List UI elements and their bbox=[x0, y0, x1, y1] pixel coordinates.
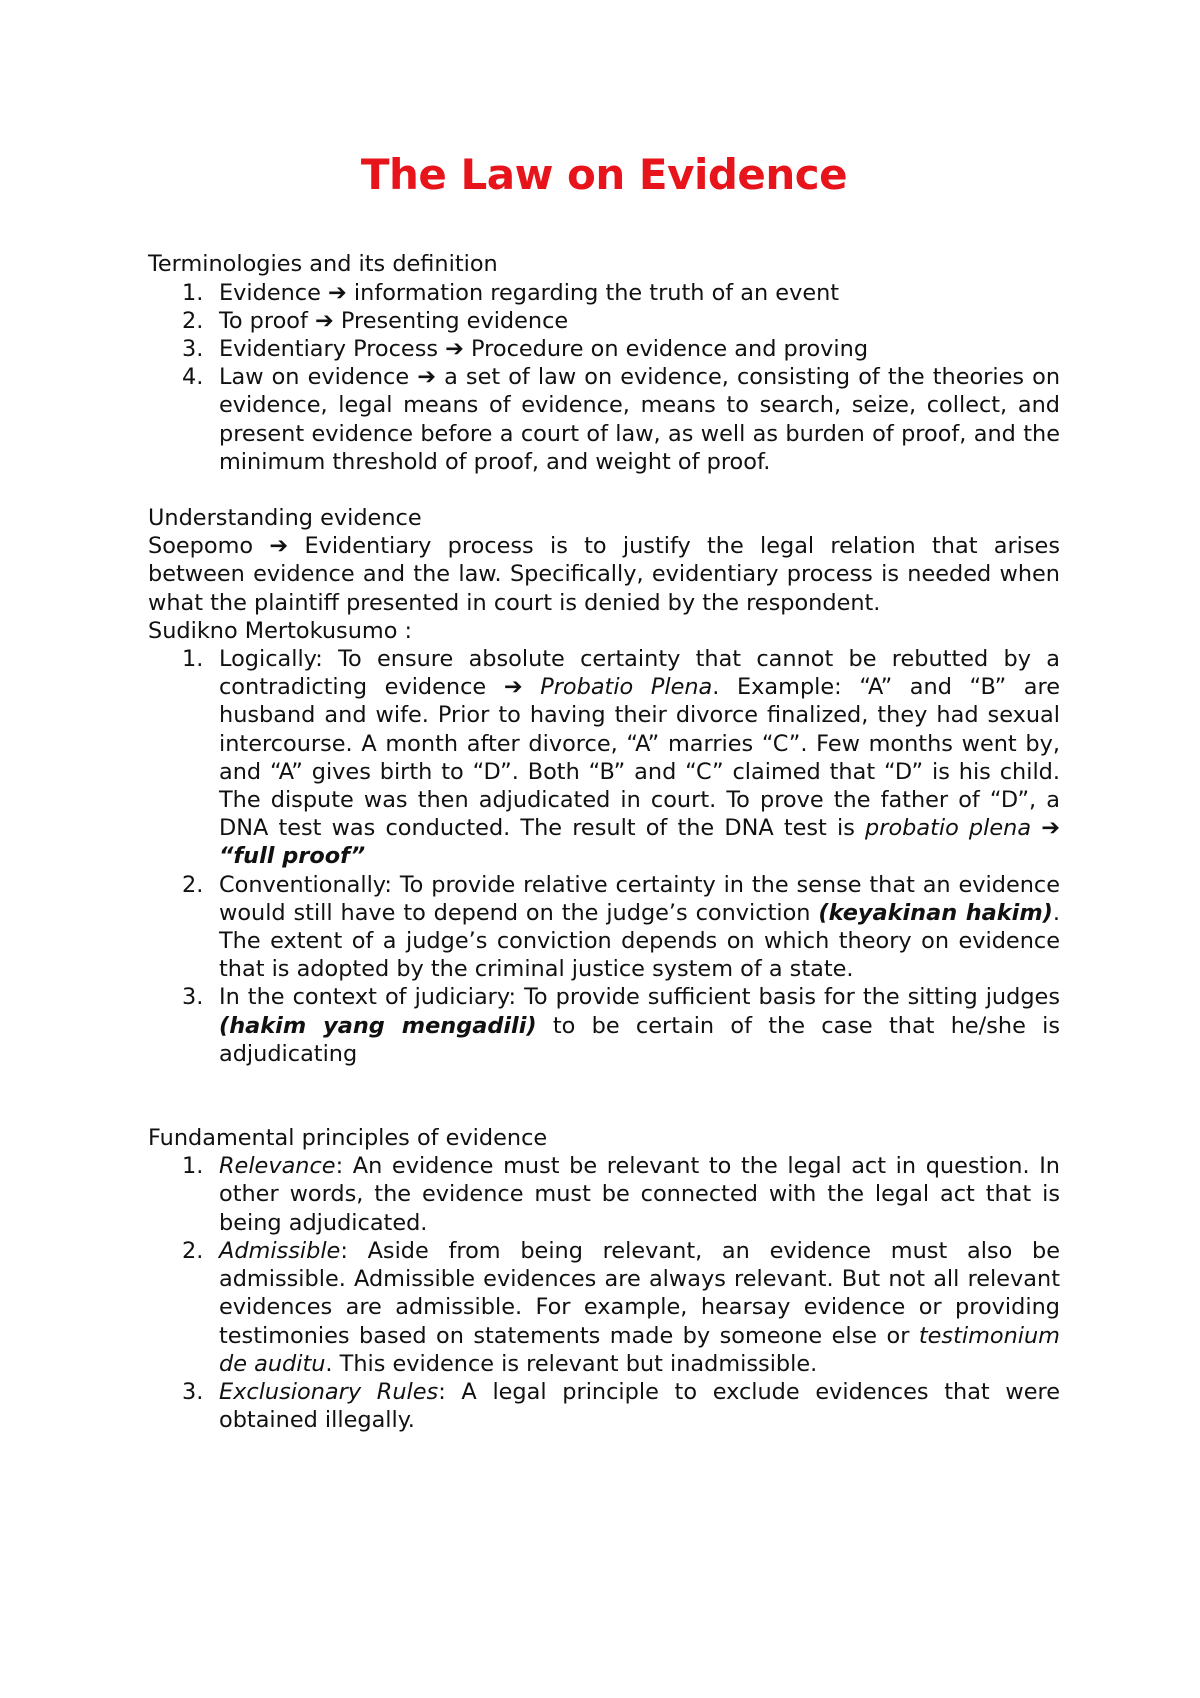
list-number: 3. bbox=[182, 1378, 204, 1405]
list-number: 3. bbox=[182, 336, 204, 362]
italic-bold-term: “full proof” bbox=[219, 843, 366, 870]
list-item bbox=[148, 645, 1060, 871]
document-page bbox=[148, 150, 1060, 1434]
arrow-icon: ➔ bbox=[445, 336, 464, 362]
arrow-icon: ➔ bbox=[503, 674, 523, 701]
term: To proof bbox=[219, 307, 308, 334]
section-terminologies bbox=[148, 250, 1060, 476]
list-item bbox=[148, 983, 1060, 1068]
item-text: In the context of judiciary: To provide sufficient basis for the sitting judges bbox=[219, 984, 1060, 1011]
italic-term: Exclusionary Rules bbox=[219, 1378, 439, 1405]
italic-term: probatio plena bbox=[865, 815, 1032, 842]
list-item bbox=[148, 1237, 1060, 1378]
item-text: . The extent of a judge’s conviction depends on which theory on evidence that is adopted by the criminal justice system of a state. bbox=[219, 899, 1061, 983]
item-text: : Aside from being relevant, an evidence must also be admissible. Admissible evidences are always relevant. But not all relevant evidences are admissible. For example, hearsay evidence or providing testimonies based on statements made by someone else or bbox=[219, 1237, 1060, 1349]
list-item bbox=[148, 279, 1060, 307]
italic-bold-term: (keyakinan hakim) bbox=[818, 899, 1053, 926]
arrow-icon: ➔ bbox=[417, 364, 436, 391]
term: Evidentiary Process bbox=[219, 336, 439, 362]
author-name: Soepomo bbox=[148, 533, 254, 560]
italic-term: Admissible bbox=[219, 1237, 341, 1264]
definition: a set of law on evidence, consisting of the theories on evidence, legal means of evidence, means to search, seize, collect, and present evidence before a court of law, as well as burden of proof, and the minimum threshold of proof, and weight of proof. bbox=[219, 364, 1061, 475]
arrow-icon: ➔ bbox=[315, 307, 334, 334]
item-text: to be certain of the case that he/she is adjudicating bbox=[219, 1012, 1061, 1067]
section-principles bbox=[148, 1124, 1060, 1434]
section-heading: Understanding evidence bbox=[148, 505, 422, 532]
list-number: 3. bbox=[182, 984, 204, 1011]
document-title: The Law on Evidence bbox=[360, 150, 848, 199]
list-number: 1. bbox=[182, 279, 204, 306]
understanding-list bbox=[148, 645, 1060, 1068]
list-number: 2. bbox=[182, 871, 204, 898]
section-heading: Fundamental principles of evidence bbox=[148, 1125, 548, 1152]
list-item bbox=[148, 363, 1060, 476]
definition: Presenting evidence bbox=[340, 307, 569, 334]
term: Law on evidence bbox=[219, 364, 410, 391]
section-understanding bbox=[148, 504, 1060, 1068]
list-item bbox=[148, 1378, 1060, 1434]
section-heading: Terminologies and its definition bbox=[148, 251, 498, 278]
author-label: Sudikno Mertokusumo : bbox=[148, 617, 413, 644]
list-number: 1. bbox=[182, 1153, 204, 1180]
arrow-icon: ➔ bbox=[328, 279, 347, 306]
list-item bbox=[148, 335, 1060, 363]
italic-term: Probatio Plena bbox=[540, 674, 713, 701]
terminology-list bbox=[148, 279, 1060, 476]
principles-list bbox=[148, 1152, 1060, 1434]
list-number: 1. bbox=[182, 646, 204, 673]
italic-bold-term: (hakim yang mengadili) bbox=[219, 1012, 537, 1039]
paragraph-text: Evidentiary process is to justify the legal relation that arises between evidence and the law. Specifically, evidentiary process is needed when what the plaintiff presented in court is denied by the respondent. bbox=[148, 533, 1060, 616]
term: Evidence bbox=[219, 279, 321, 306]
definition: information regarding the truth of an event bbox=[353, 279, 840, 306]
list-item bbox=[148, 307, 1060, 335]
italic-term: Relevance bbox=[219, 1153, 336, 1180]
list-item bbox=[148, 871, 1060, 984]
arrow-icon: ➔ bbox=[1041, 815, 1060, 842]
item-text: Logically: To ensure absolute certainty that cannot be rebutted by a contradicting evidence bbox=[219, 646, 1060, 701]
list-number: 2. bbox=[182, 307, 204, 334]
item-text: : A legal principle to exclude evidences that were obtained illegally. bbox=[219, 1378, 1060, 1434]
definition: Procedure on evidence and proving bbox=[471, 336, 869, 362]
list-item bbox=[148, 1152, 1060, 1237]
soepomo-paragraph bbox=[148, 532, 1060, 617]
list-number: 2. bbox=[182, 1237, 204, 1264]
italic-term: testimonium de auditu bbox=[219, 1322, 1060, 1377]
item-text: : An evidence must be relevant to the legal act in question. In other words, the evidence must be connected with the legal act that is being adjudicated. bbox=[219, 1153, 1060, 1236]
list-number: 4. bbox=[182, 364, 204, 391]
item-text: Conventionally: To provide relative certainty in the sense that an evidence would still have to depend on the judge’s conviction bbox=[219, 871, 1060, 926]
item-text: . This evidence is relevant but inadmissible. bbox=[325, 1350, 818, 1377]
item-text: . Example: “A” and “B” are husband and wife. Prior to having their divorce finalized, they had sexual intercourse. A month after divorce, “A” marries “C”. Few months went by, and “A” gives birth to “D”. Both “B” and “C” claimed that “D” is his child. The dispute was then adjudicated in court. To prove the father of “D”, a DNA test was conducted. The result of the DNA test is bbox=[219, 674, 1061, 842]
arrow-icon: ➔ bbox=[269, 533, 289, 560]
